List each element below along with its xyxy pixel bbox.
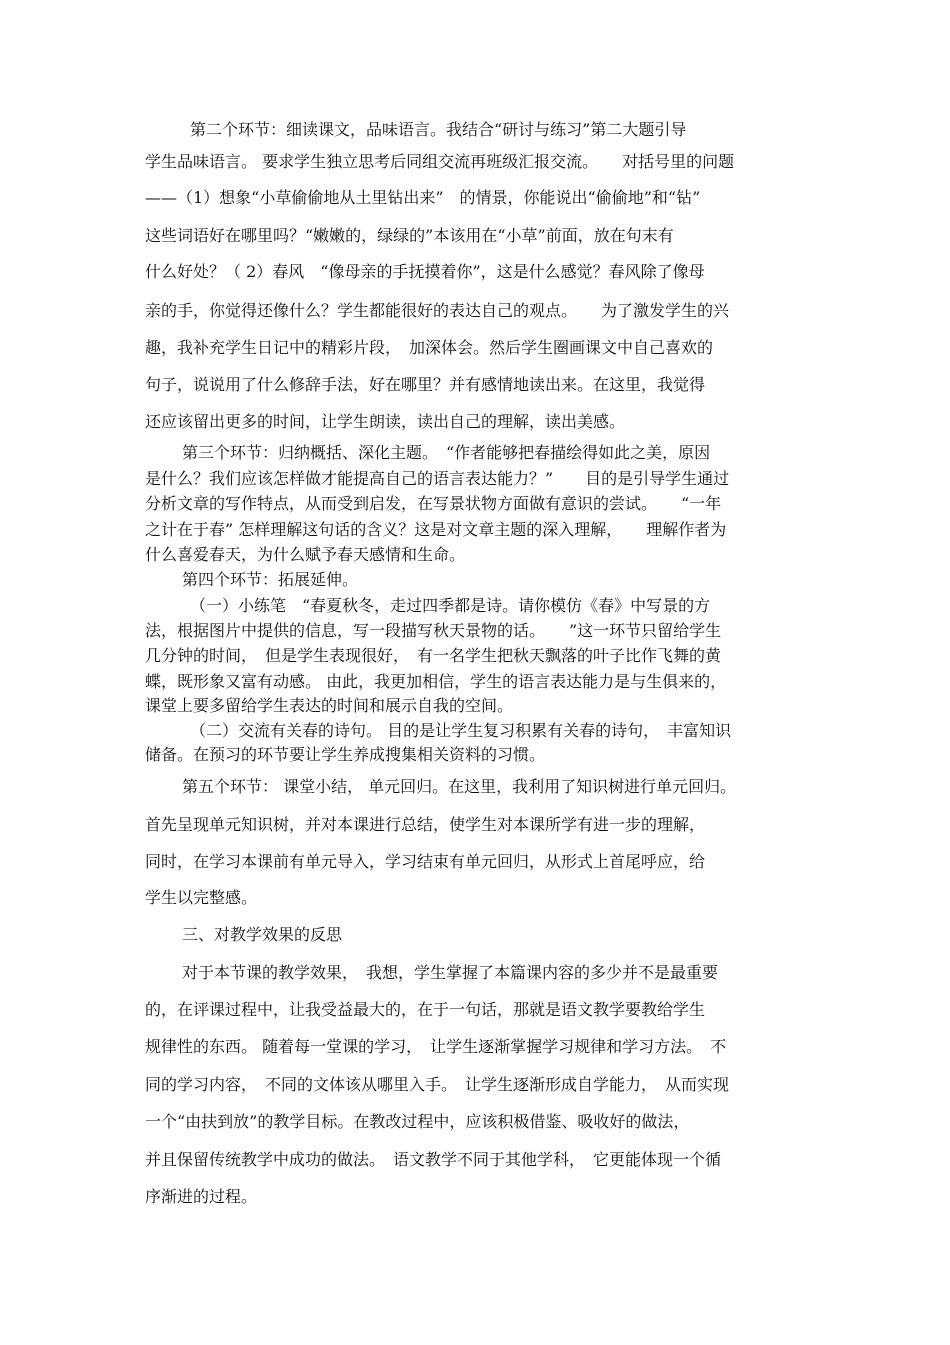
text-line: 第五个环节： 课堂小结， 单元回归。在这里，我利用了知识树进行单元回归。	[182, 777, 737, 796]
text-line: 课堂上要多留给学生表达的时间和展示自我的空间。	[145, 696, 514, 715]
text-line: 储备。在预习的环节要让学生养成搜集相关资料的习惯。	[145, 745, 546, 764]
text-line: 同时，在学习本课前有单元导入，学习结束有单元回归，从形式上首尾呼应，给	[145, 852, 706, 871]
text-line: 蝶，既形象又富有动感。 由此，我更加相信，学生的语言表达能力是与生俱来的，	[145, 672, 727, 691]
text-line: 首先呈现单元知识树，并对本课进行总结，使学生对本课所学有进一步的理解，	[145, 815, 706, 834]
text-line: 对于本节课的教学效果， 我想，学生掌握了本篇课内容的多少并不是最重要	[182, 963, 719, 982]
text-line: 这些词语好在哪里吗？“嫩嫩的，绿绿的”本该用在“小草”前面，放在句末有	[145, 226, 674, 245]
text-line: 几分钟的时间， 但是学生表现很好， 有一名学生把秋天飘落的叶子比作飞舞的黄	[145, 646, 722, 665]
section-heading: 第四个环节：拓展延伸。	[182, 570, 359, 589]
text-line: 什么喜爱春天，为什么赋予春天感情和生命。	[145, 545, 466, 564]
text-line: ——（1）想象“小草偷偷地从土里钻出来” 的情景，你能说出“偷偷地”和“钻”	[145, 188, 701, 207]
text-line: 学生以完整感。	[145, 888, 258, 907]
text-line: 的，在评课过程中，让我受益最大的，在于一句话，那就是语文教学要教给学生	[145, 1000, 706, 1019]
text-line: 是什么？我们应该怎样做才能提高自己的语言表达能力？” 目的是引导学生通过	[145, 469, 730, 488]
text-line: 第三个环节：归纳概括、深化主题。 “作者能够把春描绘得如此之美，原因	[182, 443, 711, 462]
text-line: 趣，我补充学生日记中的精彩片段， 加深体会。然后学生圈画课文中自己喜欢的	[145, 338, 714, 357]
text-line: 序渐进的过程。	[145, 1187, 258, 1206]
text-line: 同的学习内容， 不同的文体该从哪里入手。 让学生逐渐形成自学能力， 从而实现	[145, 1075, 730, 1094]
text-line: 法，根据图片中提供的信息，写一段描写秋天景物的话。 ”这一环节只留给学生	[145, 621, 722, 640]
text-line: （一）小练笔 “春夏秋冬，走过四季都是诗。请你模仿《春》中写景的方	[190, 596, 711, 615]
text-line: 并且保留传统教学中成功的做法。 语文教学不同于其他学科， 它更能体现一个循	[145, 1150, 722, 1169]
text-line: 亲的手，你觉得还像什么？学生都能很好的表达自己的观点。 为了激发学生的兴	[145, 301, 730, 320]
text-line: 之计在于春” 怎样理解这句话的含义？这是对文章主题的深入理解， 理解作者为	[145, 520, 727, 539]
text-line: 学生品味语言。 要求学生独立思考后同组交流再班级汇报交流。 对括号里的问题	[145, 152, 735, 171]
text-line: 分析文章的写作特点，从而受到启发，在写景状物方面做有意识的尝试。 “一年	[145, 494, 722, 513]
text-line: 什么好处？（ 2）春风 “像母亲的手抚摸着你”，这是什么感觉？春风除了像母	[145, 262, 705, 281]
text-line: （二）交流有关春的诗句。 目的是让学生复习积累有关春的诗句， 丰富知识	[190, 721, 732, 740]
text-line: 句子，说说用了什么修辞手法，好在哪里？并有感情地读出来。在这里，我觉得	[145, 375, 706, 394]
text-line: 规律性的东西。 随着每一堂课的学习， 让学生逐渐掌握学习规律和学习方法。 不	[145, 1037, 727, 1056]
section-heading: 三、对教学效果的反思	[182, 925, 343, 944]
text-line: 第二个环节：细读课文，品味语言。我结合“研讨与练习”第二大题引导	[190, 120, 687, 139]
text-line: 一个“由扶到放”的教学目标。在教改过程中，应该积极借鉴、吸收好的做法，	[145, 1112, 690, 1131]
text-line: 还应该留出更多的时间，让学生朗读，读出自己的理解，读出美感。	[145, 412, 626, 431]
